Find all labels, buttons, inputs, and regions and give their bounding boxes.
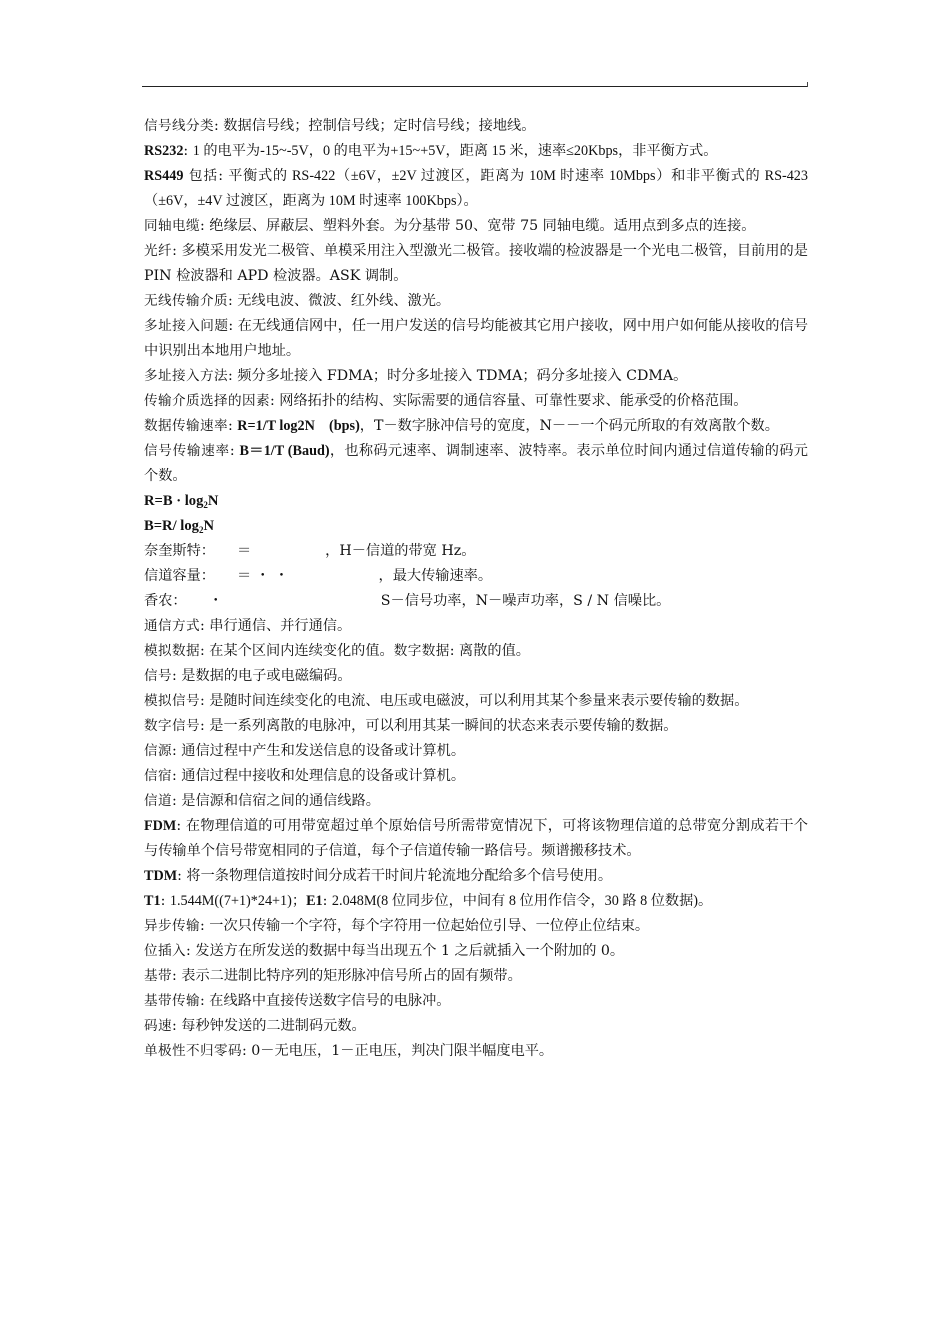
term: 数字信号 [144, 718, 200, 734]
paragraph-sink [144, 764, 808, 789]
separator: : [228, 318, 238, 334]
definition: S－信号功率，N－噪声功率，S / N 信噪比。 [380, 593, 671, 609]
paragraph-multiaccess-method [144, 364, 808, 389]
term: 信宿 [144, 768, 172, 784]
paragraph-signal [144, 664, 808, 689]
definition: 平衡式的 RS-422（±6V，±2V 过渡区，距离为 10M 时速率 10Mbps）和非平衡式的 RS-423（±6V，±4V 过渡区，距离为 10M 时速率 100Kbps）。 [144, 168, 808, 209]
paragraph-signal-lines [144, 114, 808, 139]
definition: 绝缘层、屏蔽层、塑料外套。为分基带 50、宽带 75 同轴电缆。适用点到多点的连接。 [209, 218, 756, 234]
separator: : [172, 243, 182, 259]
definition: 将一条物理信道按时间分成若干时间片轮流地分配给多个信号使用。 [186, 868, 613, 884]
paragraph-media-factors [144, 389, 808, 414]
equation-symbol: ＝ [236, 543, 252, 559]
separator: : [176, 818, 186, 834]
separator: : [177, 868, 187, 884]
separator: : [227, 418, 238, 434]
paragraph-multiaccess-problem [144, 314, 808, 364]
separator: : [172, 968, 182, 984]
paragraph-async [144, 914, 808, 939]
separator: : [241, 1043, 252, 1059]
paragraph-analog-signal [144, 689, 808, 714]
separator: : [199, 643, 210, 659]
separator: : [199, 993, 210, 1009]
term: 单极性不归零码 [144, 1043, 242, 1059]
separator: : [322, 893, 332, 909]
definition: 在物理信道的可用带宽超过单个原始信号所需带宽情况下，可将该物理信道的总带宽分割成若干个与传输单个信号带宽相同的子信道，每个子信道传输一路信号。频谱搬移技术。 [144, 818, 808, 859]
paragraph-shannon [144, 589, 808, 614]
paragraph-data-rate [144, 414, 808, 439]
term: 异步传输 [144, 918, 200, 934]
term: 模拟信号 [144, 693, 200, 709]
term-bold: FDM [144, 818, 177, 834]
separator: : [172, 668, 182, 684]
separator: : [172, 743, 182, 759]
formula-text: B=R/ log [144, 518, 199, 534]
definition: 通信过程中产生和发送信息的设备或计算机。 [181, 743, 466, 759]
separator: : [199, 218, 210, 234]
term-bold: E1 [306, 893, 323, 909]
term: 无线传输介质 [144, 293, 228, 309]
paragraph-analog-digital-data [144, 639, 808, 664]
paragraph-nyquist [144, 539, 808, 564]
separator: : [199, 693, 210, 709]
definition: 频分多址接入 FDMA；时分多址接入 TDMA；码分多址接入 CDMA。 [237, 368, 688, 384]
equation-symbol: ・ [208, 593, 223, 609]
term: 传输介质选择的因素 [144, 393, 270, 409]
definition: 在无线通信网中，任一用户发送的信号均能被其它用户接收，网中用户如何能从接收的信号中识别出本地用户地址。 [144, 318, 808, 359]
term: 数字数据 [393, 643, 450, 659]
definition: ，也称码元速率、调制速率、波特率。表示单位时间内通过信道传输的码元个数。 [144, 443, 808, 484]
paragraph-fiber [144, 239, 808, 289]
separator: : [172, 793, 182, 809]
term: 位插入 [144, 943, 186, 959]
term: 模拟数据 [144, 643, 200, 659]
separator: : [213, 118, 224, 134]
paragraph-code-rate [144, 1014, 808, 1039]
paragraph-coax [144, 214, 808, 239]
definition: 是信源和信宿之间的通信线路。 [181, 793, 380, 809]
paragraph-rs449 [144, 164, 808, 214]
term: 信号 [144, 668, 172, 684]
separator: : [449, 643, 460, 659]
paragraph-wireless [144, 289, 808, 314]
paragraph-bit-stuffing [144, 939, 808, 964]
definition: 在某个区间内连续变化的值。 [209, 643, 394, 659]
formula-subscript: 2 [198, 525, 204, 535]
header-rule [142, 86, 808, 87]
paragraph-digital-signal [144, 714, 808, 739]
definition: ，H－信道的带宽 Hz。 [325, 543, 476, 559]
label: 香农： [144, 593, 187, 609]
definition: 每秒钟发送的二进制码元数。 [181, 1018, 366, 1034]
formula-b [144, 514, 808, 539]
definition: 发送方在所发送的数据中每当出现五个 1 之后就插入一个附加的 0。 [195, 943, 625, 959]
formula-text: R=B · log [144, 493, 204, 509]
definition: 是随时间连续变化的电流、电压或电磁波，可以利用其某个参量来表示要传输的数据。 [209, 693, 749, 709]
formula-inline: R=1/T log2N (bps) [237, 418, 360, 434]
separator: : [185, 943, 196, 959]
paragraph-capacity [144, 564, 808, 589]
separator: : [160, 893, 170, 909]
header-rule-tick [807, 82, 808, 87]
definition: 在线路中直接传送数字信号的电脉冲。 [209, 993, 451, 1009]
formula-inline: B＝1/T (Baud) [239, 443, 330, 459]
definition: 2.048M(8 位同步位，中间有 8 位用作信令，30 路 8 位数据)。 [331, 893, 713, 909]
definition: 通信过程中接收和处理信息的设备或计算机。 [181, 768, 466, 784]
paragraph-source [144, 739, 808, 764]
paragraph-comm-mode [144, 614, 808, 639]
separator: : [227, 293, 238, 309]
definition: 无线电波、微波、红外线、激光。 [237, 293, 451, 309]
formula-text: N [203, 518, 214, 534]
separator: : [199, 918, 210, 934]
document-body [144, 114, 808, 1064]
separator: : [183, 143, 193, 159]
definition: 1.544M((7+1)*24+1)； [169, 893, 307, 909]
paragraph-fdm [144, 814, 808, 864]
paragraph-t1-e1 [144, 889, 808, 914]
term: 信号线分类 [144, 118, 214, 134]
label: 信道容量： [144, 568, 215, 584]
term: 信道 [144, 793, 172, 809]
definition: ，T－数字脉冲信号的宽度，N－－一个码元所取的有效离散个数。 [359, 418, 779, 434]
paragraph-rs232 [144, 139, 808, 164]
paragraph-baseband [144, 964, 808, 989]
separator: : [199, 718, 210, 734]
definition: 网络拓扑的结构、实际需要的通信容量、可靠性要求、能承受的价格范围。 [279, 393, 748, 409]
term: 信源 [144, 743, 172, 759]
term: 同轴电缆 [144, 218, 200, 234]
label: 奈奎斯特： [144, 543, 215, 559]
paragraph-channel [144, 789, 808, 814]
term: 多址接入问题 [144, 318, 229, 334]
definition: 是数据的电子或电磁编码。 [181, 668, 352, 684]
separator: : [227, 368, 238, 384]
formula-text: N [207, 493, 219, 509]
term: 通信方式 [144, 618, 200, 634]
term-bold: TDM [144, 868, 178, 884]
separator: : [269, 393, 280, 409]
formula-subscript: 2 [203, 500, 208, 510]
term: 基带传输 [144, 993, 200, 1009]
separator: : [199, 618, 210, 634]
term: 包括 [183, 168, 219, 184]
definition: 数据信号线；控制信号线；定时信号线；接地线。 [223, 118, 536, 134]
term: 多址接入方法 [144, 368, 228, 384]
formula-r [144, 489, 808, 514]
term: 码速 [144, 1018, 172, 1034]
definition: 串行通信、并行通信。 [209, 618, 352, 634]
separator: : [172, 768, 182, 784]
term: 基带 [144, 968, 172, 984]
separator: : [218, 168, 229, 184]
term-bold: RS232 [144, 143, 184, 159]
definition: 一次只传输一个字符，每个字符用一位起始位引导、一位停止位结束。 [209, 918, 650, 934]
separator: : [172, 1018, 182, 1034]
definition: 表示二进制比特序列的矩形脉冲信号所占的固有频带。 [181, 968, 522, 984]
term-bold: RS449 [144, 168, 184, 184]
equation-symbol: ＝ ・ ・ [236, 568, 289, 584]
definition: 多模采用发光二极管、单模采用注入型激光二极管。接收端的检波器是一个光电二极管，目前用的是 PIN 检波器和 APD 检波器。ASK 调制。 [144, 243, 808, 284]
definition: 是一系列离散的电脉冲，可以利用其某一瞬间的状态来表示要传输的数据。 [209, 718, 678, 734]
paragraph-tdm [144, 864, 808, 889]
term: 光纤 [144, 243, 173, 259]
paragraph-signal-rate [144, 439, 808, 489]
term-bold: T1 [144, 893, 161, 909]
definition: 0－无电压，1－正电压，判决门限半幅度电平。 [251, 1043, 554, 1059]
definition: ，最大传输速率。 [378, 568, 493, 584]
definition: 1 的电平为-15~-5V，0 的电平为+15~+5V，距离 15 米，速率≤20Kbps，非平衡方式。 [192, 143, 718, 159]
paragraph-baseband-transmission [144, 989, 808, 1014]
separator: : [229, 443, 240, 459]
term: 信号传输速率 [144, 443, 230, 459]
definition: 离散的值。 [459, 643, 530, 659]
term: 数据传输速率 [144, 418, 228, 434]
paragraph-nrz [144, 1039, 808, 1064]
